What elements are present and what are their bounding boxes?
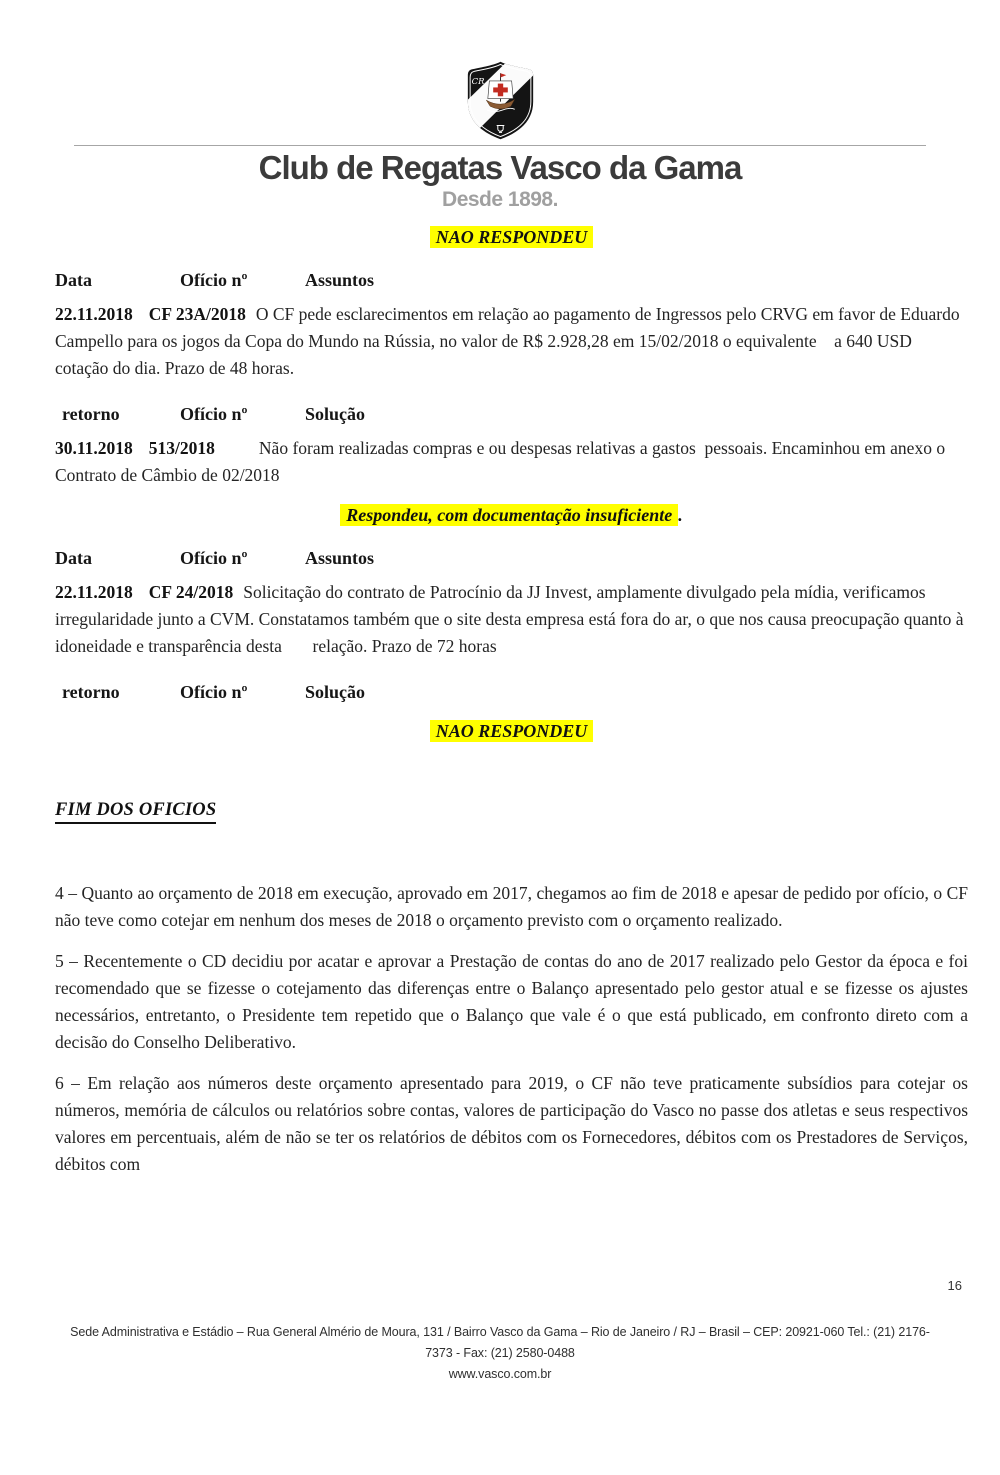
col-header-solucao: Solução (305, 682, 366, 702)
entry-oficio: 513/2018 (148, 438, 215, 458)
paragraph-4: 4 – Quanto ao orçamento de 2018 em execução, aprovado em 2017, chegamos ao fim de 2018 e apesar de pedido por ofício, o CF não teve como cotejar em nenhum dos meses de 2018 o orçamento previsto com o orçamento realizado. (55, 883, 968, 930)
col-header-row-solucao-1 (55, 404, 968, 425)
highlight-text: NAO RESPONDEU (430, 226, 594, 248)
col-header-solucao: Solução (305, 404, 366, 424)
paragraph-5: 5 – Recentemente o CD decidiu por acatar e aprovar a Prestação de contas do ano de 2017 realizado pelo Gestor da época e foi recomendado que se fizesse o cotejamento das diferenças entre o Balanço apresentado pelo gestor atual e se fizesse os ajustes necessários, entretanto, o Presidente tem repetido que o Balanço que vale é o que está publicado, em confronto direto com a decisão do Conselho Deliberativo. (55, 951, 968, 1052)
entry-513 (55, 435, 968, 489)
entry-cf23 (55, 301, 968, 382)
entry-text: O CF pede esclarecimentos em relação ao pagamento de Ingressos pelo CRVG em favor de Eduardo Campello para os jogos da Copa do Mundo na Rússia, no valor de R$ 2.928,28 em 15/02/2018 o equivalente a 640 USD cotação do dia. Prazo de 48 horas. (55, 304, 964, 378)
status-nao-respondeu-2 (55, 721, 968, 742)
highlight-text: NAO RESPONDEU (430, 720, 594, 742)
col-header-retorno: retorno (62, 682, 120, 702)
svg-text:CR: CR (471, 75, 484, 86)
col-header-oficio: Ofício nº (180, 404, 248, 424)
col-header-data: Data (55, 270, 92, 290)
col-header-row-assuntos-2 (55, 548, 968, 569)
status-nao-respondeu-1 (55, 227, 968, 248)
footer-website: www.vasco.com.br (448, 1367, 552, 1381)
footer-phone-line: 7373 - Fax: (21) 2580-0488 (425, 1346, 575, 1360)
footer (0, 1322, 1000, 1385)
club-name: Club de Regatas Vasco da Gama (258, 149, 742, 186)
entry-oficio: CF 24/2018 (148, 582, 234, 602)
vasco-crest-logo (0, 0, 1000, 141)
entry-text: Não foram realizadas compras e ou despesas relativas a gastos pessoais. Encaminhou em anexo o Contrato de Câmbio de 02/2018 (55, 438, 950, 485)
col-header-oficio: Ofício nº (180, 682, 248, 702)
entry-date: 30.11.2018 (55, 438, 133, 458)
entry-oficio: CF 23A/2018 (148, 304, 246, 324)
highlight-text: Respondeu, com documentação insuficiente (340, 504, 678, 526)
document-body (0, 227, 1000, 1178)
highlight-period: . (678, 505, 683, 525)
col-header-assuntos: Assuntos (305, 270, 375, 290)
col-header-row-solucao-2 (55, 682, 968, 703)
col-header-assuntos: Assuntos (305, 548, 375, 568)
entry-date: 22.11.2018 (55, 582, 133, 602)
col-header-oficio: Ofício nº (180, 548, 248, 568)
col-header-retorno: retorno (62, 404, 120, 424)
footer-address-line: Sede Administrativa e Estádio – Rua General Almério de Moura, 131 / Bairro Vasco da Gama – Rio de Janeiro / RJ – Brasil – CEP: 20921-060 Tel.: (21) 2176- (70, 1325, 930, 1339)
paragraph-6: 6 – Em relação aos números deste orçamento apresentado para 2019, o CF não teve praticamente subsídios para cotejar os números, memória de cálculos ou relatórios sobre contas, valores de participação do Vasco no passe dos atletas e seus respectivos valores em percentuais, além de não se ter os relatórios de débitos com os Fornecedores, débitos com os Prestadores de Serviços, débitos com (55, 1073, 968, 1174)
fim-dos-oficios-heading: FIM DOS OFICIOS (55, 800, 968, 824)
col-header-row-assuntos-1 (55, 270, 968, 291)
letterhead (0, 0, 1000, 212)
entry-cf24 (55, 579, 968, 660)
header-divider (74, 145, 926, 146)
col-header-oficio: Ofício nº (180, 270, 248, 290)
status-respondeu-insuficiente (55, 505, 968, 526)
entry-date: 22.11.2018 (55, 304, 133, 324)
col-header-data: Data (55, 548, 92, 568)
club-tagline: Desde 1898. (442, 188, 558, 211)
entry-text: Solicitação do contrato de Patrocínio da JJ Invest, amplamente divulgado pela mídia, verificamos irregularidade junto a CVM. Constatamos também que o site desta empresa está fora do ar, o que nos causa preocupação quanto à idoneidade e transparência desta relação. Prazo de 72 horas (55, 582, 968, 656)
page-number: 16 (947, 1278, 962, 1293)
